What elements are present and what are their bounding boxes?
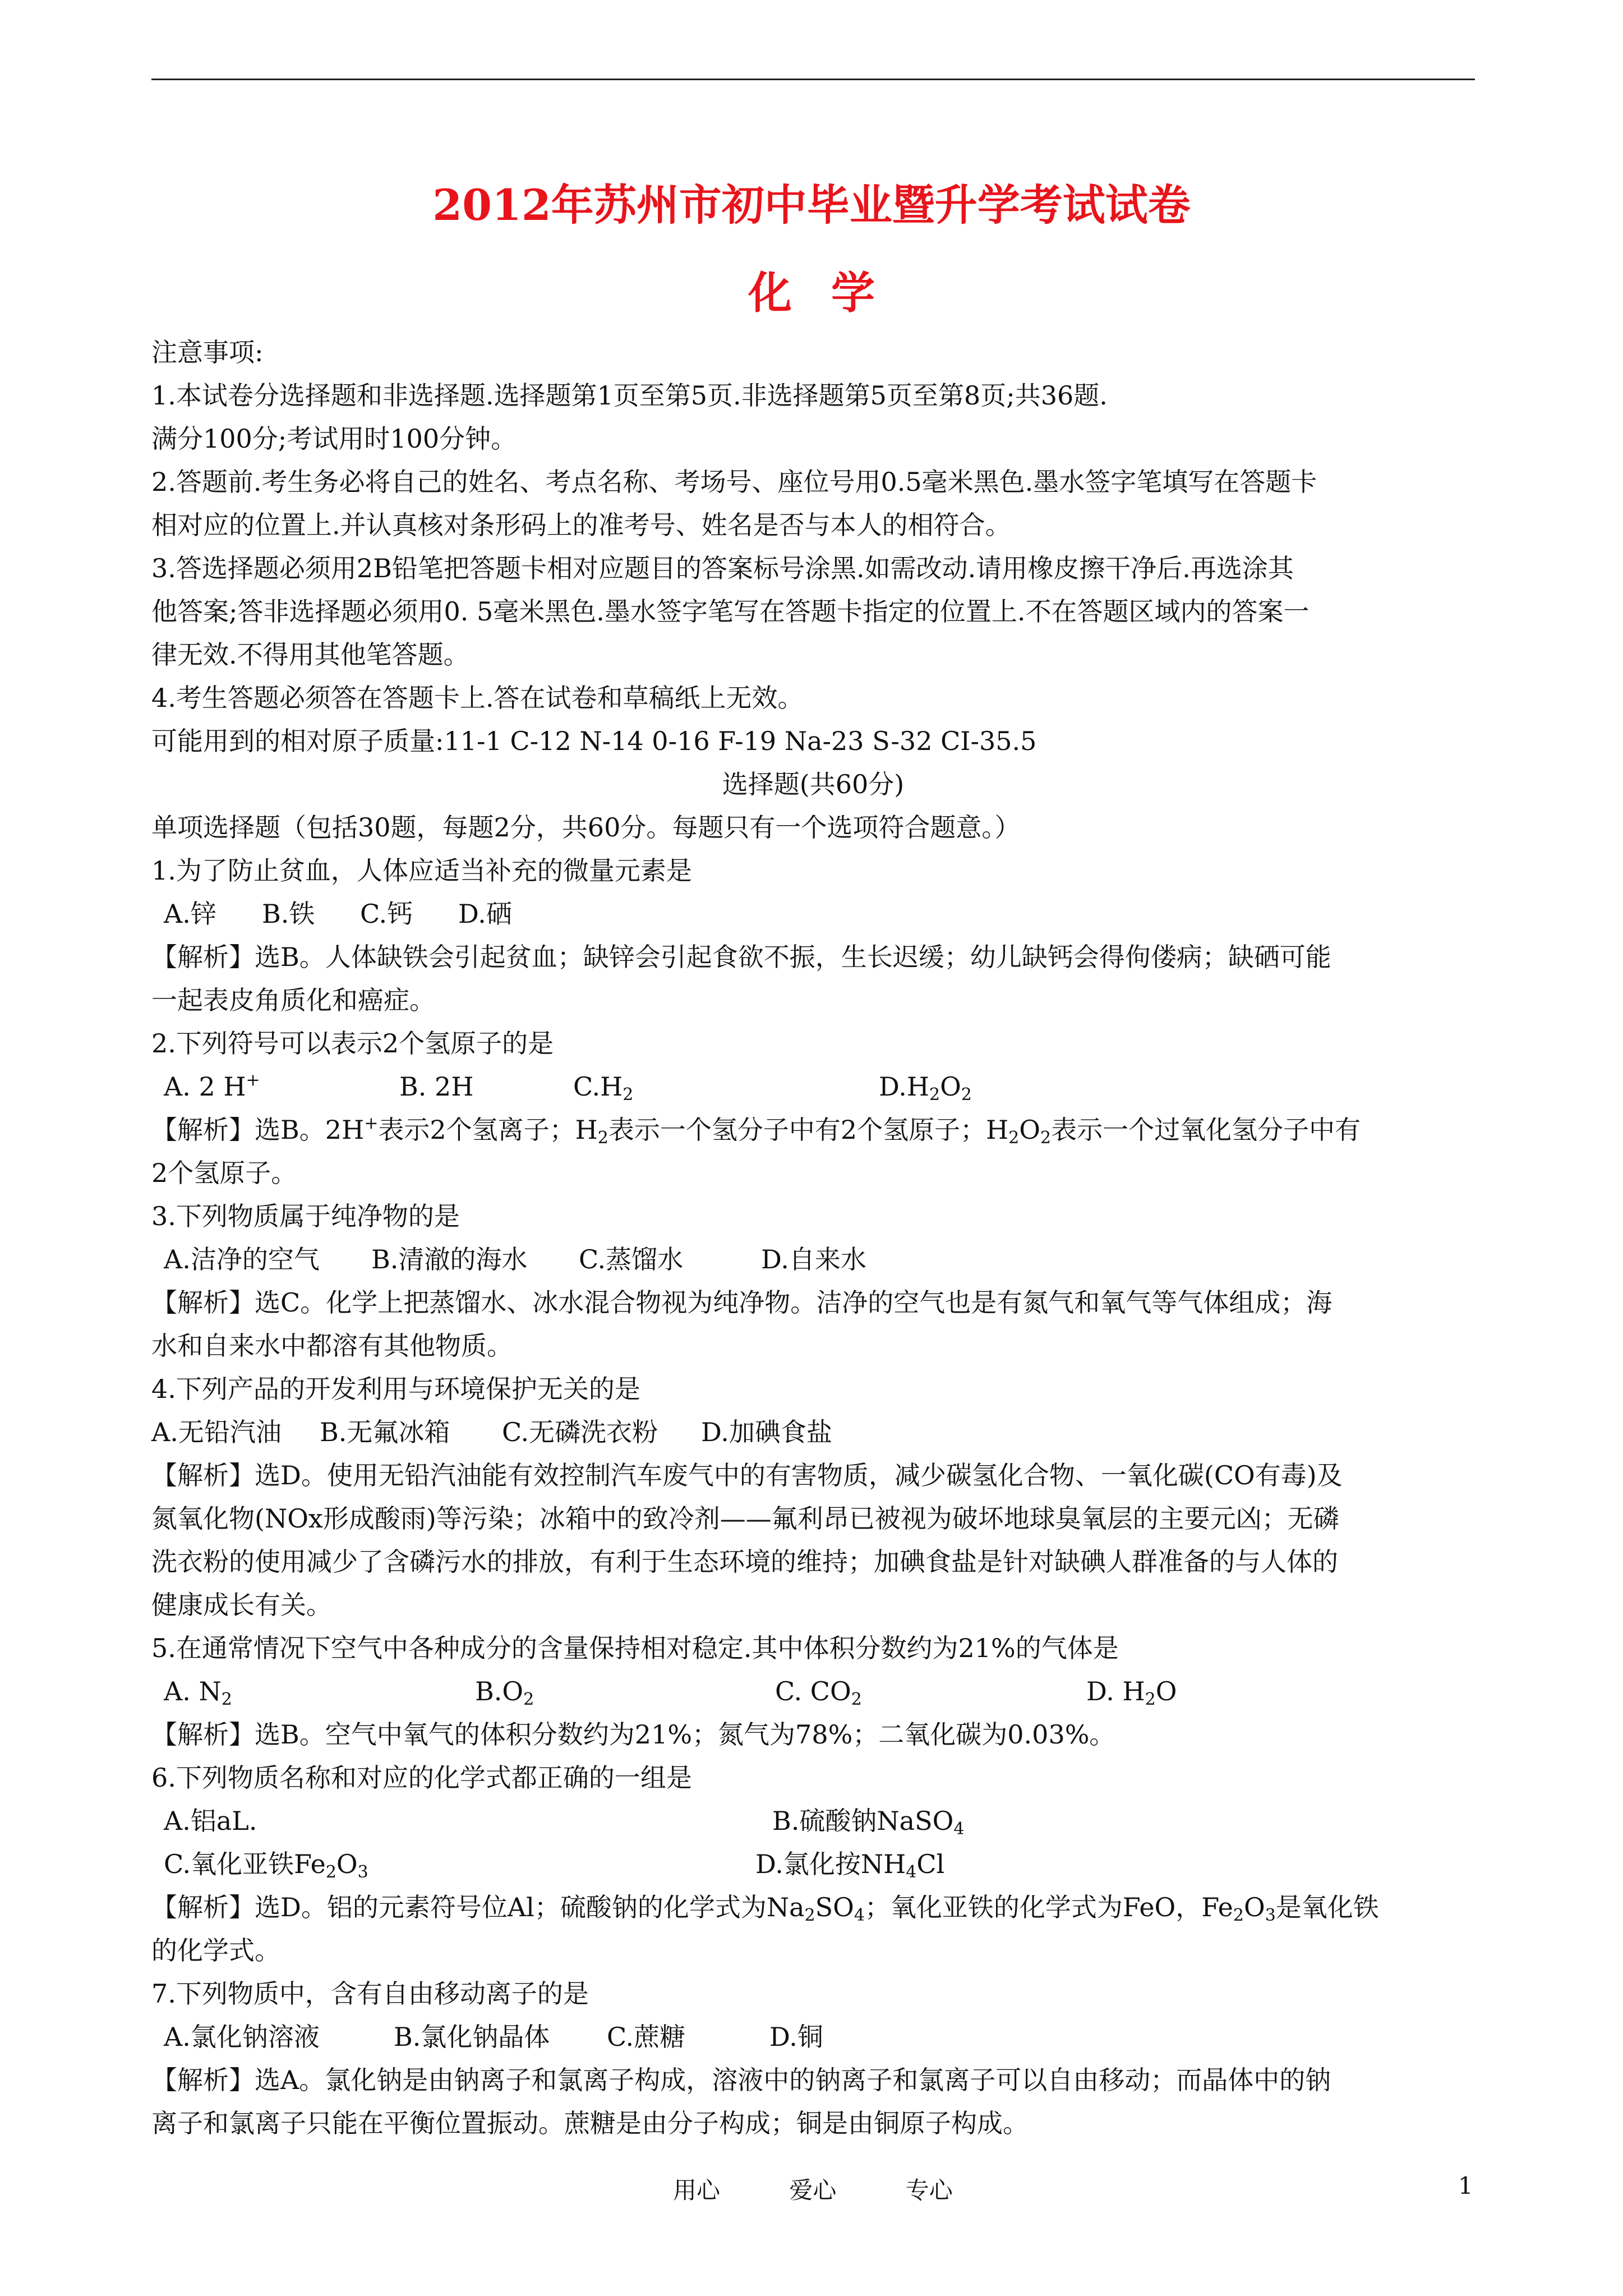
question-4-explanation-cont3: 健康成长有关。	[151, 1590, 332, 1620]
question-5-options	[151, 1670, 1475, 1713]
option-b: B.无氟冰箱	[320, 1417, 450, 1447]
note-1: 1.本试卷分选择题和非选择题.选择题第1页至第5页.非选择题第5页至第8页;共36题.	[151, 380, 1108, 411]
option-d: D.自来水	[761, 1244, 866, 1274]
question-1-options	[151, 892, 1475, 936]
subject-title: 化学	[748, 268, 914, 319]
atomic-masses: 可能用到的相对原子质量:11-1 C-12 N-14 0-16 F-19 Na-23 S-32 CI-35.5	[151, 726, 1037, 756]
section-instructions: 单项选择题（包括30题，每题2分，共60分。每题只有一个选项符合题意。）	[151, 812, 1021, 843]
question-6-stem: 6.下列物质名称和对应的化学式都正确的一组是	[151, 1763, 692, 1793]
question-2-explanation-cont: 2个氢原子。	[151, 1158, 297, 1188]
question-5-explanation: 【解析】选B。空气中氧气的体积分数约为21%；氮气为78%；二氧化碳为0.03%。	[151, 1719, 1115, 1750]
footer-item: 专心	[905, 2177, 953, 2204]
note-4: 4.考生答题必须答在答题卡上.答在试卷和草稿纸上无效。	[151, 683, 804, 713]
option-c: C.钙	[360, 899, 413, 929]
question-3-options	[151, 1238, 1475, 1281]
option-c: C.无磷洗衣粉	[502, 1417, 658, 1447]
option-c: C. $CO_2$	[775, 1676, 862, 1709]
option-a: A. $N_2$	[164, 1676, 232, 1709]
option-c: C.氧化亚铁$Fe_2O_3$	[164, 1849, 368, 1882]
question-1-explanation: 【解析】选B。人体缺铁会引起贫血；缺锌会引起食欲不振，生长迟缓；幼儿缺钙会得佝偻病；缺硒可能	[151, 942, 1331, 972]
page-footer	[673, 2172, 1015, 2206]
question-2-options	[151, 1065, 1475, 1108]
question-4-stem: 4.下列产品的开发利用与环境保护无关的是	[151, 1374, 640, 1404]
option-d: D.铜	[769, 2022, 823, 2052]
option-a: A.锌	[164, 899, 216, 929]
page-number: 1	[1458, 2172, 1473, 2200]
option-c: $C.H_2$	[573, 1071, 634, 1105]
question-7-options	[151, 2016, 1475, 2059]
question-4-options	[151, 1411, 1475, 1454]
question-3-explanation: 【解析】选C。化学上把蒸馏水、冰水混合物视为纯净物。洁净的空气也是有氮气和氧气等气体组成；海	[151, 1287, 1332, 1318]
note-1-cont: 满分100分;考试用时100分钟。	[151, 424, 517, 454]
question-3-explanation-cont: 水和自来水中都溶有其他物质。	[151, 1331, 513, 1361]
question-1-explanation-cont: 一起表皮角质化和癌症。	[151, 985, 435, 1015]
option-b: $B.O_2$	[475, 1676, 534, 1709]
option-c: C.蒸馏水	[579, 1244, 684, 1274]
question-7-stem: 7.下列物质中，含有自由移动离子的是	[151, 1978, 589, 2009]
question-6-explanation-cont: 的化学式。	[151, 1935, 280, 1966]
question-3-stem: 3.下列物质属于纯净物的是	[151, 1201, 460, 1231]
question-2-stem: 2.下列符号可以表示2个氢原子的是	[151, 1028, 554, 1059]
option-b: B.硫酸钠NaSO$_4$	[772, 1806, 965, 1839]
question-4-explanation: 【解析】选D。使用无铅汽油能有效控制汽车废气中的有害物质，减少碳氢化合物、一氧化碳(CO有毒)及	[151, 1460, 1343, 1490]
option-b: B.氯化钠晶体	[394, 2022, 550, 2052]
question-7-explanation: 【解析】选A。氯化钠是由钠离子和氯离子构成，溶液中的钠离子和氯离子可以自由移动；而晶体中的钠	[151, 2065, 1331, 2095]
option-b: B.铁	[262, 899, 315, 929]
option-a: A.氯化钠溶液	[164, 2022, 320, 2052]
option-d: D.加碘食盐	[701, 1417, 832, 1447]
question-5-stem: 5.在通常情况下空气中各种成分的含量保持相对稳定.其中体积分数约为21%的气体是	[151, 1633, 1119, 1663]
section-title: 选择题(共60分)	[722, 769, 905, 799]
question-2-explanation: 【解析】选B。2H+表示2个氢离子；$H_2$表示一个氢分子中有2个氢原子；$H_2O_2$表示一个过氧化氢分子中有	[151, 1114, 1361, 1148]
option-d: $D.H_2O_2$	[879, 1071, 972, 1105]
question-4-explanation-cont: 氮氧化物(NOx形成酸雨)等污染；冰箱中的致冷剂——氟利昂已被视为破坏地球臭氧层的主要元凶；无磷	[151, 1503, 1339, 1534]
question-7-explanation-cont: 离子和氯离子只能在平衡位置振动。蔗糖是由分子构成；铜是由铜原子构成。	[151, 2108, 1029, 2138]
footer-item: 用心	[673, 2177, 721, 2204]
option-a: A.无铅汽油	[151, 1417, 282, 1447]
exam-content	[151, 331, 1475, 2145]
option-a: A.洁净的空气	[164, 1244, 320, 1274]
option-a: A. 2 H+	[164, 1070, 260, 1102]
option-d: D.氯化按$NH_4Cl$	[755, 1849, 945, 1882]
note-3-cont: 他答案;答非选择题必须用0. 5毫米黑色.墨水签字笔写在答题卡指定的位置上.不在答题区域内的答案一	[151, 596, 1310, 627]
exam-title: 2012年苏州市初中毕业暨升学考试试卷	[432, 180, 1191, 230]
note-3-cont2: 律无效.不得用其他笔答题。	[151, 639, 469, 670]
footer-item: 爱心	[789, 2177, 837, 2204]
question-6-options-row2	[151, 1843, 1475, 1886]
option-b: B. 2H	[399, 1071, 474, 1102]
question-1-stem: 1.为了防止贫血，人体应适当补充的微量元素是	[151, 855, 692, 886]
note-2-cont: 相对应的位置上.并认真核对条形码上的准考号、姓名是否与本人的相符合。	[151, 510, 1011, 540]
note-2: 2.答题前.考生务必将自己的姓名、考点名称、考场号、座位号用0.5毫米黑色.墨水签字笔填写在答题卡	[151, 467, 1317, 497]
option-c: C.蔗糖	[607, 2022, 686, 2052]
option-d: D. $H_2O$	[1086, 1676, 1177, 1709]
note-3: 3.答选择题必须用2B铅笔把答题卡相对应题目的答案标号涂黑.如需改动.请用橡皮擦干净后.再选涂其	[151, 553, 1294, 583]
question-6-explanation: 【解析】选D。铝的元素符号位Al；硫酸钠的化学式为$Na_2SO_4$；氧化亚铁的化学式为FeO，$Fe_2O_3$是氧化铁	[151, 1892, 1379, 1925]
question-6-options-row1	[151, 1800, 1475, 1843]
option-d: D.硒	[458, 899, 512, 929]
question-4-explanation-cont2: 洗衣粉的使用减少了含磷污水的排放，有利于生态环境的维持；加碘食盐是针对缺碘人群准备的与人体的	[151, 1547, 1338, 1577]
option-b: B.清澈的海水	[371, 1244, 528, 1274]
notes-heading: 注意事项:	[151, 337, 264, 367]
option-a: A.铝aL.	[164, 1806, 257, 1836]
header-rule	[151, 79, 1475, 80]
